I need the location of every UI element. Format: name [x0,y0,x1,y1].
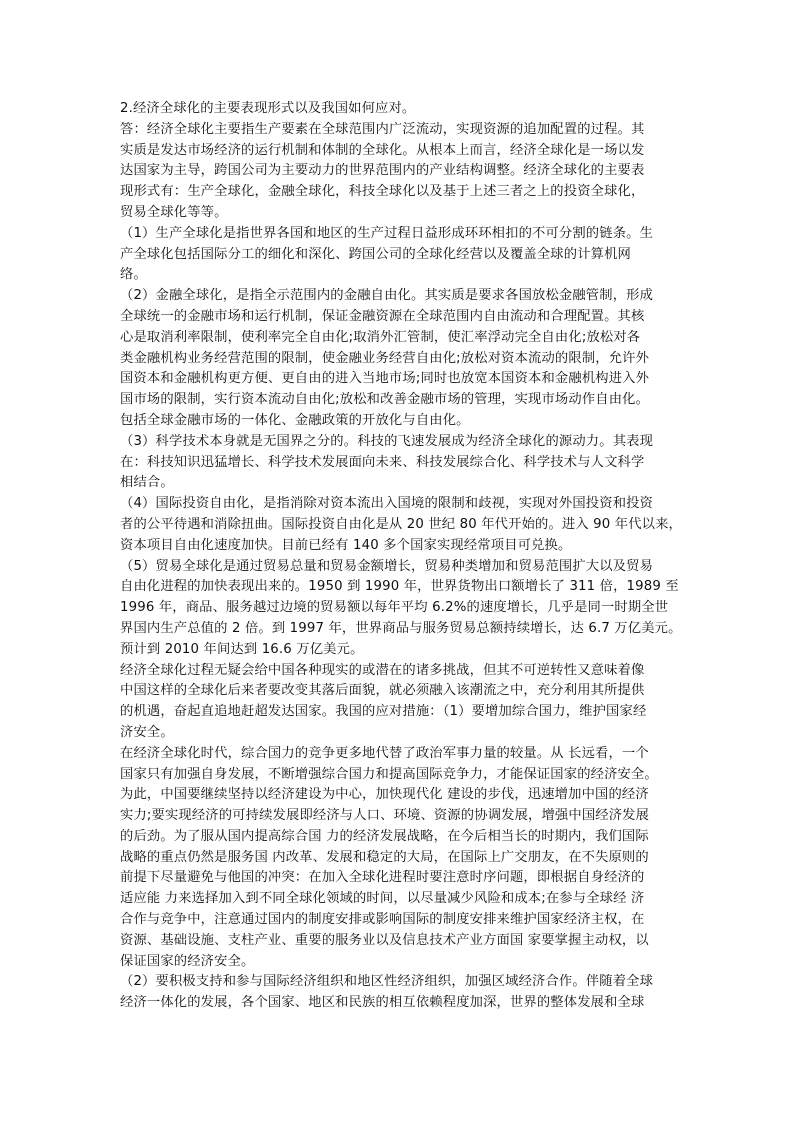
text-line: 预计到 2010 年间达到 16.6 万亿美元。 [120,641,364,657]
text-line: 国家只有加强自身发展，不断增强综合国力和提高国际竞争力，才能保证国家的经济安全。 [120,766,658,782]
text-line: 在：科技知识迅猛增长、科学技术发展面向未来、科技发展综合化、科学技术与人文科学 [120,454,645,470]
text-line: 在经济全球化时代，综合国力的竞争更多地代替了政治军事力量的较量。从 长远看，一个 [120,745,649,761]
text-line: 的后劲。为了服从国内提高综合国 力的经济发展战略，在今后相当长的时期内，我们国际 [120,828,649,844]
text-line: 适应能 力来选择加入到不同全球化领域的时间，以尽量减少风险和成本;在参与全球经 济 [120,891,645,907]
text-line: 产全球化包括国际分工的细化和深化、跨国公司的全球化经营以及覆盖全球的计算机网 [120,246,631,262]
text-line: 答：经济全球化主要指生产要素在全球范围内广泛流动，实现资源的追加配置的过程。其 [120,121,645,137]
text-line: 2.经济全球化的主要表现形式以及我国如何应对。 [120,101,416,116]
text-line: 类金融机构业务经营范围的限制，使金融业务经营自由化;放松对资本流动的限制，允许外 [120,350,650,366]
text-line: 国资本和金融机构更方便、更自由的进入当地市场;同时也放宽本国资本和金融机构进入外 [120,371,650,387]
text-line: 经济一体化的发展，各个国家、地区和民族的相互依赖程度加深，世界的整体发展和全球 [120,995,645,1011]
text-line: 资源、基础设施、支柱产业、重要的服务业以及信息技术产业方面国 家要掌握主动权，以 [120,932,649,948]
text-line: 相结合。 [120,475,174,491]
text-line: （3）科学技术本身就是无国界之分的。科技的飞速发展成为经济全球化的源动力。其表现 [120,433,654,449]
text-line: 心是取消利率限制，使利率完全自由化;取消外汇管制，使汇率浮动完全自由化;放松对各 [120,329,641,345]
text-line: 者的公平待遇和消除扭曲。国际投资自由化是从 20 世纪 80 年代开始的。进入 90 年代以来， [120,516,683,532]
text-line: 中国这样的全球化后来者要改变其落后面貌，就必须融入该潮流之中，充分利用其所提供 [120,683,645,699]
text-line: 合作与竞争中，注意通过国内的制度安排或影响国际的制度安排来维护国家经济主权，在 [120,912,645,928]
text-line: 包括全球金融市场的一体化、金融政策的开放化与自由化。 [120,412,470,428]
text-line: （4）国际投资自由化，是指消除对资本流出入国境的限制和歧视，实现对外国投资和投资 [120,496,654,512]
text-line: 实力;要实现经济的可持续发展即经济与人口、环境、资源的协调发展，增强中国经济发展 [120,808,650,824]
text-line: 战略的重点仍然是服务国 内改革、发展和稳定的大局，在国际上广交朋友，在不失原则的 [120,849,649,865]
text-line: 贸易全球化等等。 [120,204,228,220]
text-line: （2）金融全球化，是指全示范围内的金融自由化。其实质是要求各国放松金融管制，形成 [120,288,654,304]
document-body [120,99,683,1014]
text-line: 的机遇，奋起直追地赶超发达国家。我国的应对措施：（1）要增加综合国力，维护国家经 [120,704,647,720]
text-line: 界国内生产总值的 2 倍。到 1997 年，世界商品与服务贸易总额持续增长，达 6.7 万亿美元。 [120,620,682,636]
text-line: （1）生产全球化是指世界各国和地区的生产过程日益形成环环相扣的不可分割的链条。生 [120,225,654,241]
text-line: 国市场的限制，实行资本流动自由化;放松和改善金融市场的管理，实现市场动作自由化。 [120,392,650,408]
text-line: 实质是发达市场经济的运行机制和体制的全球化。从根本上而言，经济全球化是一场以发 [120,142,645,158]
text-line: 济安全。 [120,724,174,740]
text-line: 经济全球化过程无疑会给中国各种现实的或潜在的诸多挑战，但其不可逆转性又意味着像 [120,662,645,678]
text-line: 现形式有：生产全球化，金融全球化，科技全球化以及基于上述三者之上的投资全球化， [120,184,645,200]
text-line: 为此，中国要继续坚持以经济建设为中心，加快现代化 建设的步伐，迅速增加中国的经济 [120,787,649,803]
text-line: 保证国家的经济安全。 [120,953,255,969]
text-line: 络。 [120,267,147,283]
text-line: （2）要积极支持和参与国际经济组织和地区性经济组织，加强区域经济合作。伴随着全球 [120,974,654,990]
text-line: 前提下尽量避免与他国的冲突：在加入全球化进程时要注意时序问题，即根据自身经济的 [120,870,645,886]
text-line: 全球统一的金融市场和运行机制，保证金融资源在全球范围内自由流动和合理配置。其核 [120,308,645,324]
text-line: 自由化进程的加快表现出来的。1950 到 1990 年，世界货物出口额增长了 311 倍，1989 至 [120,579,679,595]
text-line: （5）贸易全球化是通过贸易总量和贸易金额增长，贸易种类增加和贸易范围扩大以及贸易 [120,558,654,574]
text-line: 达国家为主导，跨国公司为主要动力的世界范围内的产业结构调整。经济全球化的主要表 [120,163,645,179]
text-line: 资本项目自由化速度加快。目前已经有 140 多个国家实现经常项目可兑换。 [120,537,572,553]
text-line: 1996 年，商品、服务越过边境的贸易额以每年平均 6.2%的速度增长，几乎是同一时期全世 [120,600,669,616]
